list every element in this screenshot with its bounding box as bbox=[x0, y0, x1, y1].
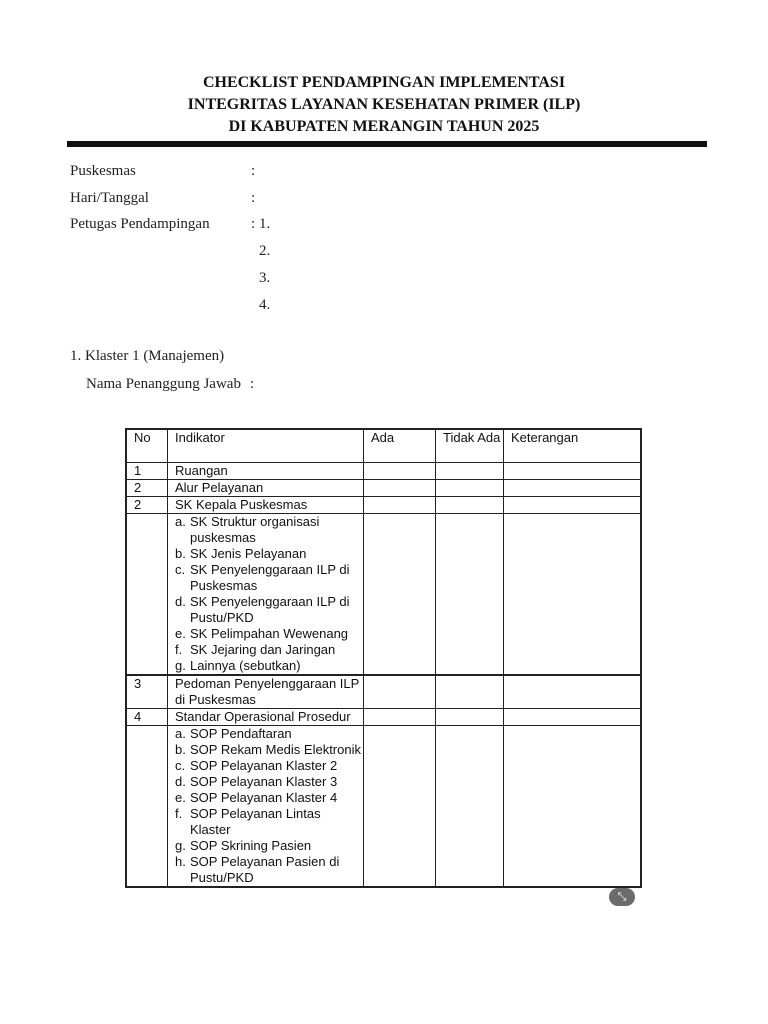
petugas-colon: : bbox=[251, 216, 256, 232]
list-item: g. SOP Skrining Pasien bbox=[175, 838, 312, 853]
expand-icon[interactable]: ⤡ bbox=[609, 888, 635, 906]
hari-tanggal-label: Hari/Tanggal bbox=[70, 190, 149, 206]
header-keterangan: Keterangan bbox=[504, 429, 642, 463]
row-no: 2 bbox=[126, 497, 168, 514]
row-no-empty bbox=[126, 726, 168, 888]
table-row bbox=[126, 497, 641, 514]
table-row bbox=[126, 675, 641, 709]
list-item: a. SOP Pendaftaran bbox=[175, 726, 292, 741]
petugas-number-4: 4. bbox=[259, 297, 271, 313]
list-item: g. Lainnya (sebutkan) bbox=[175, 658, 301, 673]
petugas-number-3: 3. bbox=[259, 270, 271, 286]
row-indikator: Alur Pelayanan bbox=[168, 480, 364, 497]
ada-cell[interactable] bbox=[364, 480, 436, 497]
list-item: b. SOP Rekam Medis Elektronik bbox=[175, 742, 361, 757]
list-item: b. SK Jenis Pelayanan bbox=[175, 546, 307, 561]
checklist-table bbox=[125, 428, 642, 888]
list-item: c. SOP Pelayanan Klaster 2 bbox=[175, 758, 338, 773]
list-item: h. SOP Pelayanan Pasien di Pustu/PKD bbox=[175, 854, 340, 885]
header-indikator: Indikator bbox=[168, 429, 364, 463]
title-divider bbox=[67, 141, 707, 147]
table-row-sk-items bbox=[126, 514, 641, 676]
penanggung-jawab-label: Nama Penanggung Jawab bbox=[86, 376, 241, 392]
tidak-ada-cell[interactable] bbox=[436, 726, 504, 888]
puskesmas-colon: : bbox=[251, 163, 256, 179]
list-item: d. SOP Pelayanan Klaster 3 bbox=[175, 774, 338, 789]
list-item: c. SK Penyelenggaraan ILP di Puskesmas bbox=[175, 562, 350, 593]
title-line-1: CHECKLIST PENDAMPINGAN IMPLEMENTASI bbox=[202, 74, 566, 91]
puskesmas-label: Puskesmas bbox=[70, 163, 136, 179]
petugas-number-1: 1. bbox=[259, 216, 271, 232]
row-indikator: SK Kepala Puskesmas bbox=[168, 497, 364, 514]
ada-cell[interactable] bbox=[364, 514, 436, 676]
table-row-sop-items bbox=[126, 726, 641, 888]
keterangan-cell[interactable] bbox=[504, 514, 642, 676]
row-no: 1 bbox=[126, 463, 168, 480]
list-item: f. SOP Pelayanan Lintas Klaster bbox=[175, 806, 321, 837]
table-row bbox=[126, 463, 641, 480]
hari-tanggal-colon: : bbox=[251, 190, 256, 206]
keterangan-cell[interactable] bbox=[504, 709, 642, 726]
row-indikator: Ruangan bbox=[168, 463, 364, 480]
tidak-ada-cell[interactable] bbox=[436, 497, 504, 514]
keterangan-cell[interactable] bbox=[504, 726, 642, 888]
header-no: No bbox=[126, 429, 168, 463]
list-item: d. SK Penyelenggaraan ILP di Pustu/PKD bbox=[175, 594, 350, 625]
petugas-label: Petugas Pendampingan bbox=[70, 216, 210, 232]
ada-cell[interactable] bbox=[364, 675, 436, 709]
header-ada: Ada bbox=[364, 429, 436, 463]
ada-cell[interactable] bbox=[364, 463, 436, 480]
row-indikator: Pedoman Penyelenggaraan ILP di Puskesmas bbox=[168, 675, 364, 709]
ada-cell[interactable] bbox=[364, 709, 436, 726]
row-no: 2 bbox=[126, 480, 168, 497]
table-row bbox=[126, 480, 641, 497]
title-line-3: DI KABUPATEN MERANGIN TAHUN 2025 bbox=[228, 118, 540, 135]
row-no: 3 bbox=[126, 675, 168, 709]
section-heading: 1. Klaster 1 (Manajemen) bbox=[70, 348, 225, 364]
header-tidak-ada: Tidak Ada bbox=[436, 429, 504, 463]
tidak-ada-cell[interactable] bbox=[436, 514, 504, 676]
ada-cell[interactable] bbox=[364, 726, 436, 888]
keterangan-cell[interactable] bbox=[504, 480, 642, 497]
table-row bbox=[126, 709, 641, 726]
sop-item-list bbox=[168, 726, 364, 888]
row-indikator: Standar Operasional Prosedur bbox=[168, 709, 364, 726]
tidak-ada-cell[interactable] bbox=[436, 480, 504, 497]
table-header-row bbox=[126, 429, 641, 463]
list-item: e. SOP Pelayanan Klaster 4 bbox=[175, 790, 338, 805]
ada-cell[interactable] bbox=[364, 497, 436, 514]
title-line-2: INTEGRITAS LAYANAN KESEHATAN PRIMER (ILP) bbox=[187, 96, 581, 113]
list-item: e. SK Pelimpahan Wewenang bbox=[175, 626, 349, 641]
list-item: a. SK Struktur organisasi puskesmas bbox=[175, 514, 320, 545]
tidak-ada-cell[interactable] bbox=[436, 675, 504, 709]
keterangan-cell[interactable] bbox=[504, 463, 642, 480]
tidak-ada-cell[interactable] bbox=[436, 709, 504, 726]
penanggung-jawab-colon: : bbox=[250, 376, 255, 392]
petugas-number-2: 2. bbox=[259, 243, 271, 259]
row-no: 4 bbox=[126, 709, 168, 726]
list-item: f. SK Jejaring dan Jaringan bbox=[175, 642, 336, 657]
document-title bbox=[0, 72, 768, 138]
keterangan-cell[interactable] bbox=[504, 675, 642, 709]
sk-item-list bbox=[168, 514, 364, 676]
tidak-ada-cell[interactable] bbox=[436, 463, 504, 480]
keterangan-cell[interactable] bbox=[504, 497, 642, 514]
row-no-empty bbox=[126, 514, 168, 676]
